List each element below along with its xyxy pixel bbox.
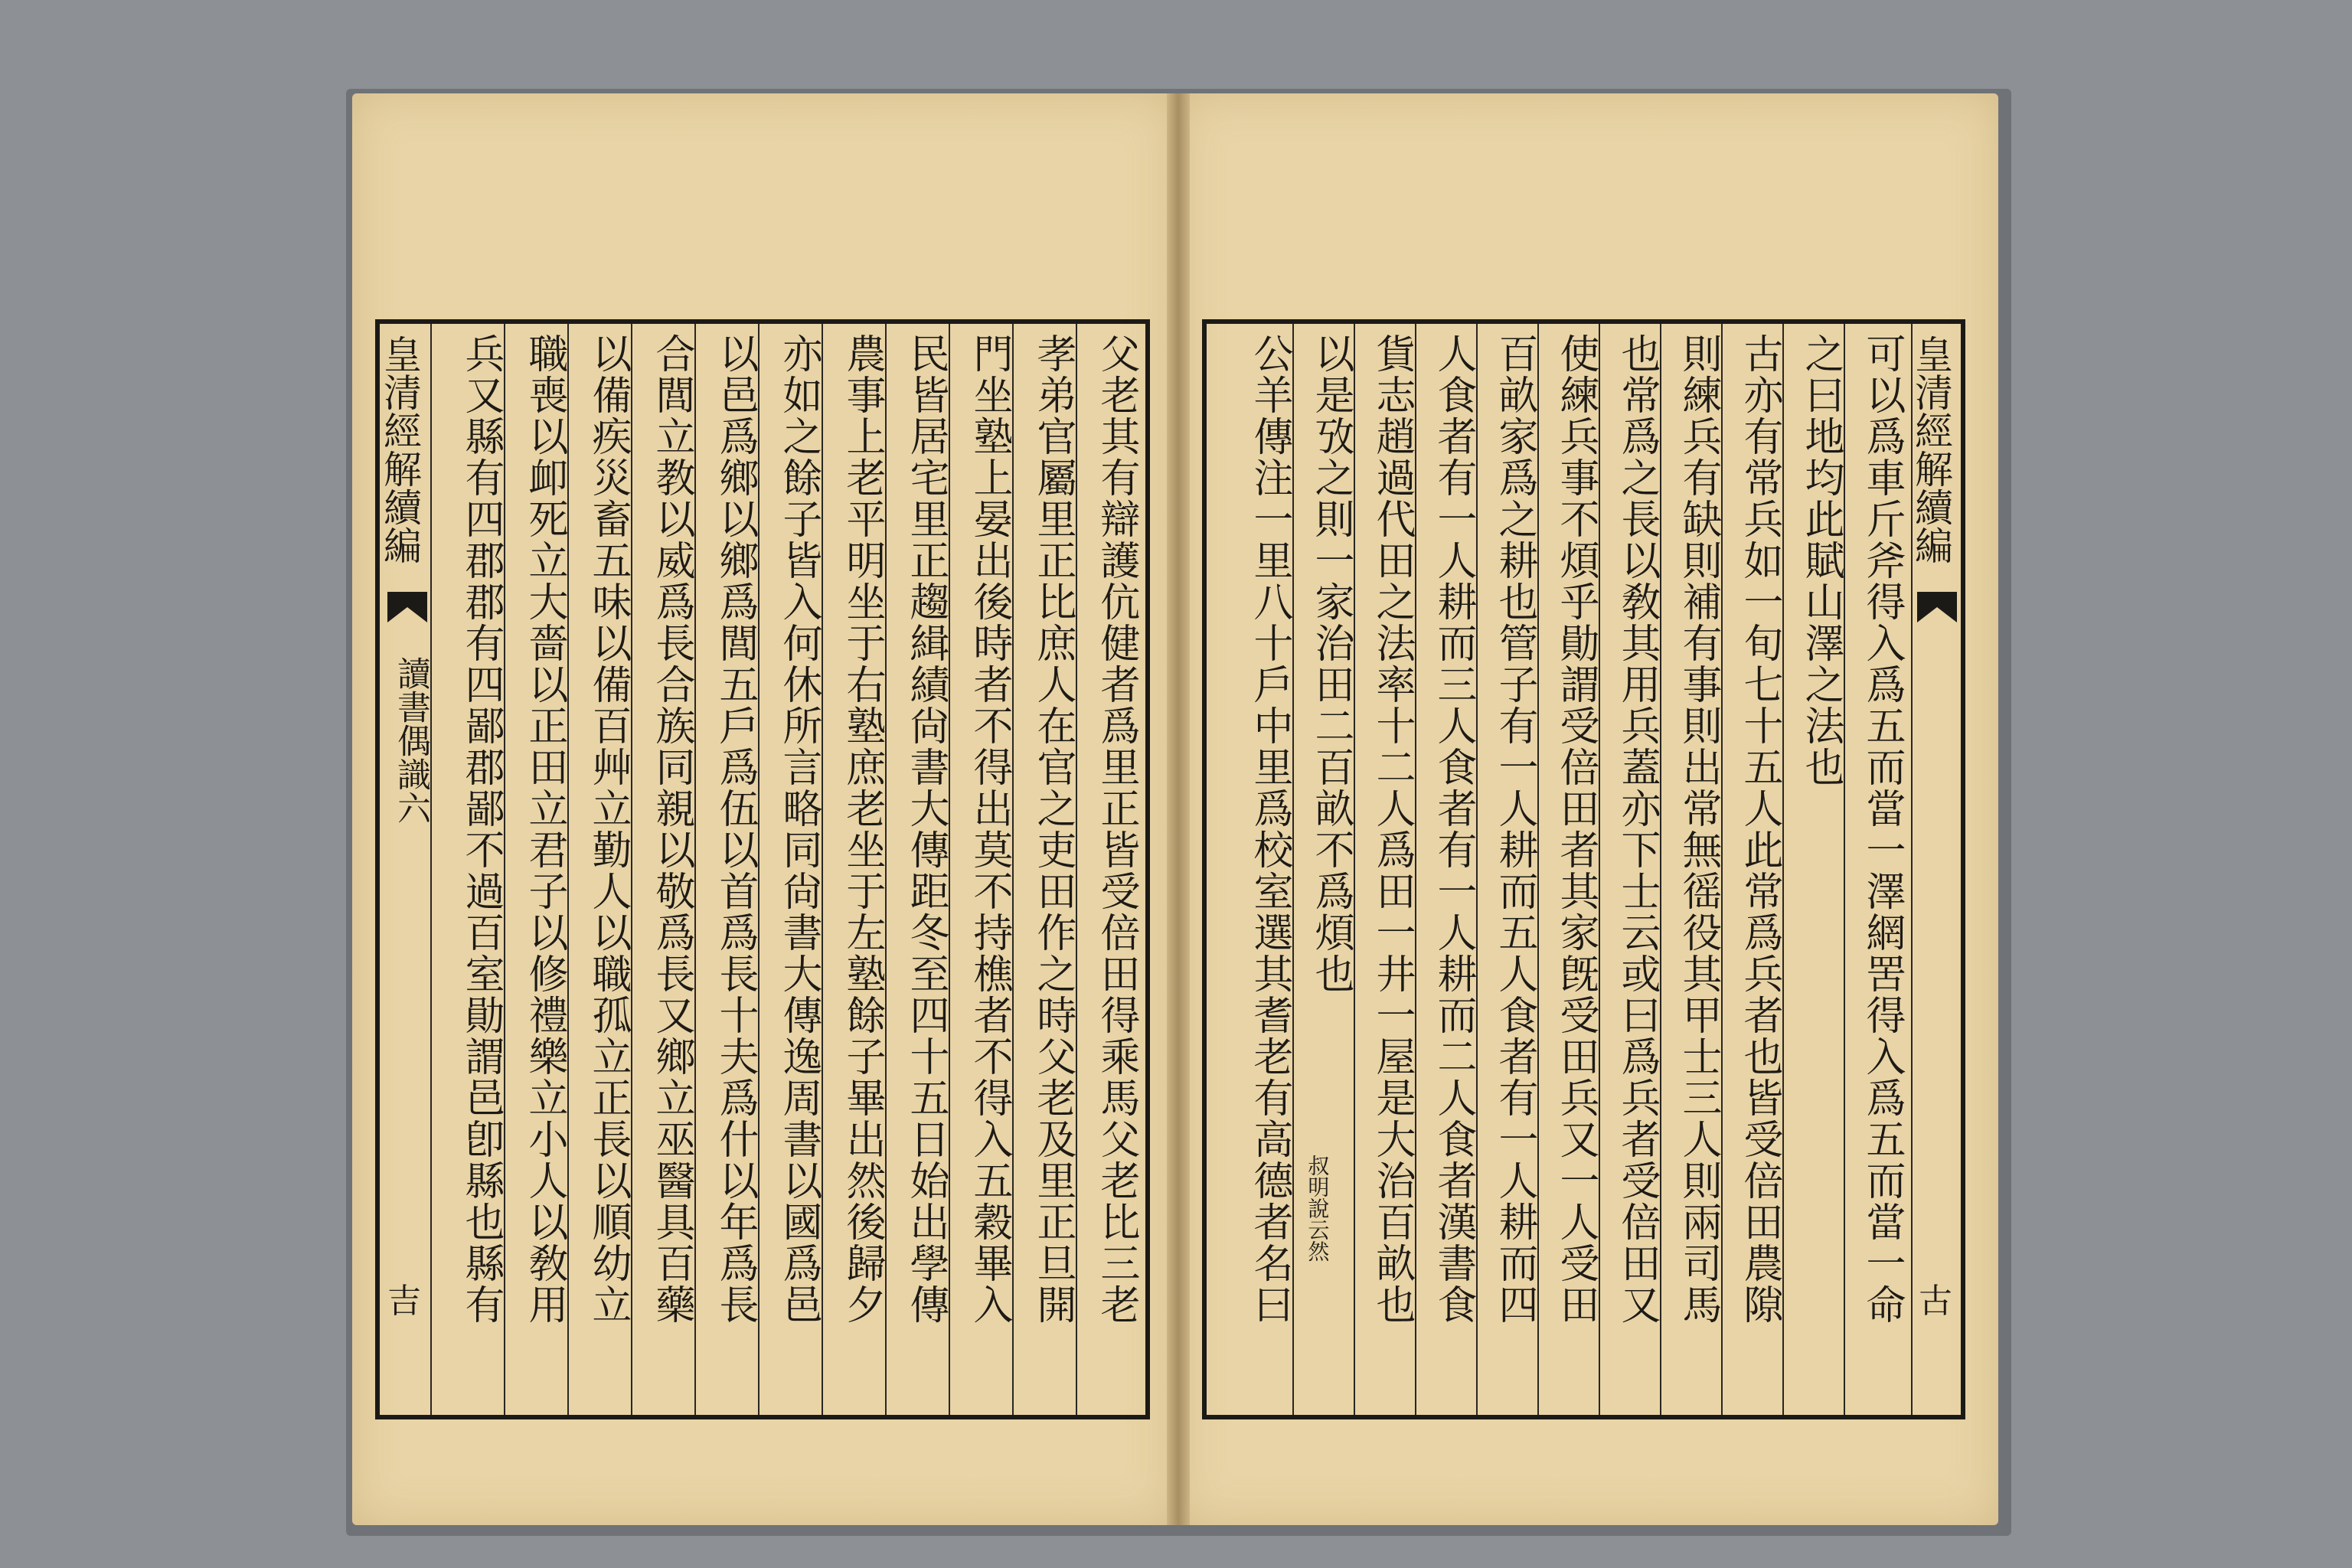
small-annotation-note: 叔明說云然 <box>1305 1155 1331 1262</box>
left-section-label: 讀書偶識六 <box>391 656 430 825</box>
text-column: 貨志趙過代田之法率十二人爲田一井一屋是大治百畝也 <box>1369 333 1415 1325</box>
text-column: 亦如之餘子皆入何休所言略同尙書大傳逸周書以國爲邑 <box>776 333 822 1325</box>
column-rule <box>1415 324 1416 1415</box>
fishtail-mark-icon <box>387 592 427 622</box>
column-rule <box>758 324 760 1415</box>
column-rule <box>1844 324 1845 1415</box>
column-rule <box>822 324 823 1415</box>
column-rule <box>1782 324 1784 1415</box>
column-rule <box>567 324 569 1415</box>
column-rule <box>504 324 505 1415</box>
right-text-frame <box>1202 319 1965 1419</box>
column-rule <box>1721 324 1723 1415</box>
left-text-frame <box>375 319 1150 1419</box>
right-page-number: 古 <box>1919 1282 1952 1321</box>
right-margin-title: 皇清經解續編 <box>1909 335 1953 564</box>
text-column: 公羊傳注一里八十戶中里爲校室選其耆老有高德者名曰 <box>1246 333 1292 1325</box>
fishtail-mark-icon <box>1917 592 1957 622</box>
column-rule <box>1076 324 1077 1415</box>
column-rule <box>1292 324 1294 1415</box>
text-column: 合閭立教以威爲長合族同親以敬爲長又鄉立巫醫具百藥 <box>648 333 694 1325</box>
text-column: 則練兵有缺則補有事則出常無徭役其甲士三人則兩司馬 <box>1675 333 1721 1325</box>
text-column: 以備疾災畜五味以備百艸立勤人以職孤立正長以順幼立 <box>585 333 631 1325</box>
text-column: 農事上老平明坐于右塾庶老坐于左塾餘子畢出然後歸夕 <box>839 333 885 1325</box>
text-column: 以是攷之則一家治田二百畝不爲煩也 <box>1308 333 1354 995</box>
column-rule <box>1354 324 1355 1415</box>
text-column: 百畝家爲之耕也管子有一人耕而五人食者有一人耕而四 <box>1491 333 1537 1325</box>
text-column: 使練兵事不煩乎勛謂受倍田者其家旣受田兵又一人受田 <box>1553 333 1599 1325</box>
text-column: 父老其有辯護伉健者爲里正皆受倍田得乘馬父老比三老 <box>1093 333 1139 1325</box>
text-column: 古亦有常兵如一旬七十五人此常爲兵者也皆受倍田農隙 <box>1736 333 1782 1325</box>
open-book <box>352 93 1998 1525</box>
text-column: 以邑爲鄉以鄉爲閭五戶爲伍以首爲長十夫爲什以年爲長 <box>712 333 758 1325</box>
text-column: 可以爲車斤斧得入爲五而當一澤網罟得入爲五而當一命 <box>1859 333 1905 1325</box>
text-column: 民皆居宅里正趨緝績尙書大傳距冬至四十五日始出學傳 <box>903 333 949 1325</box>
text-column: 孝弟官屬里正比庶人在官之吏田作之時父老及里正旦開 <box>1030 333 1076 1325</box>
column-rule <box>1476 324 1478 1415</box>
column-rule <box>694 324 696 1415</box>
column-rule <box>631 324 632 1415</box>
column-rule <box>1537 324 1539 1415</box>
left-page-number: 吉 <box>387 1282 421 1321</box>
book-gutter <box>1167 93 1190 1525</box>
column-rule <box>1660 324 1661 1415</box>
text-column: 門坐塾上晏出後時者不得出莫不持樵者不得入五穀畢入 <box>966 333 1012 1325</box>
column-rule <box>1012 324 1014 1415</box>
text-column: 兵又縣有四郡郡有四鄙郡鄙不過百室勛謂邑卽縣也縣有 <box>458 333 504 1325</box>
text-column: 人食者有一人耕而三人食者有一人耕而二人食者漢書食 <box>1430 333 1476 1325</box>
column-rule <box>885 324 887 1415</box>
text-column: 職喪以卹死立大嗇以正田立君子以修禮樂立小人以敎用 <box>521 333 567 1325</box>
column-rule <box>949 324 950 1415</box>
column-rule <box>1599 324 1600 1415</box>
text-column: 之曰地均此賦山澤之法也 <box>1798 333 1844 788</box>
left-margin-title: 皇清經解續編 <box>377 335 422 564</box>
text-column: 也常爲之長以敎其用兵蓋亦下士云或曰爲兵者受倍田又 <box>1614 333 1660 1325</box>
